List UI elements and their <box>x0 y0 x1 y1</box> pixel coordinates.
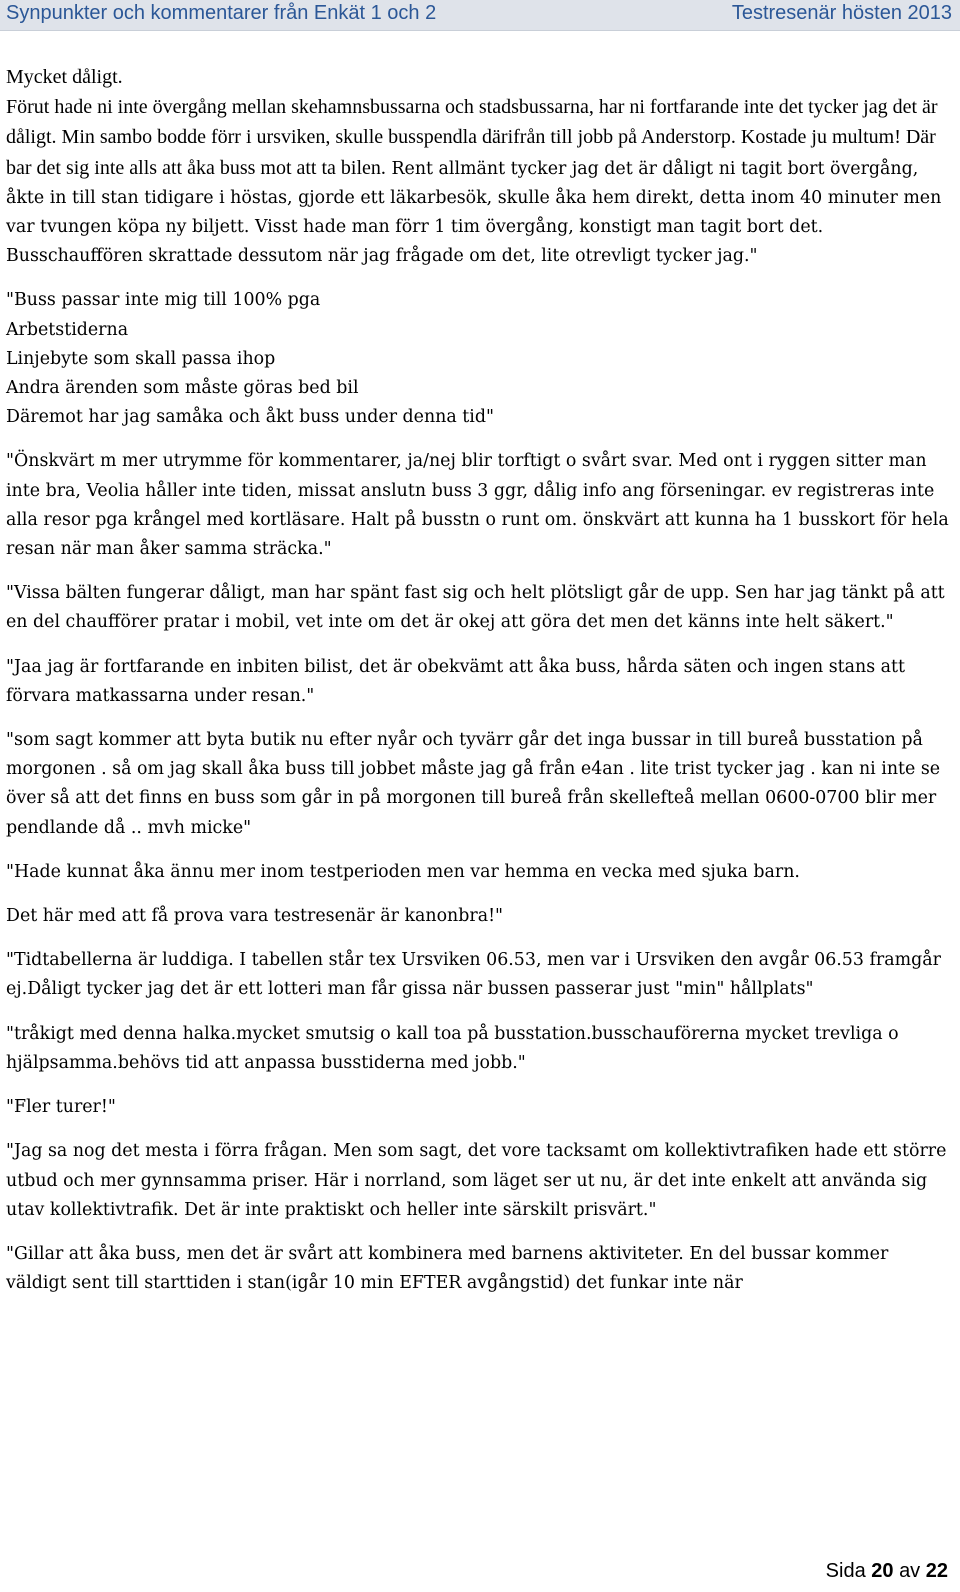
comment-paragraph-10: "tråkigt med denna halka.mycket smutsig o kall toa på busstation.busschauförerna mycket trevliga o hjälpsamma.behövs tid att anpassa busstiderna med jobb." <box>6 1023 899 1073</box>
comment-paragraph-5: "Jaa jag är fortfarande en inbiten bilist, det är obekvämt att åka buss, hårda säten och ingen stans att förvara matkassarna under resan." <box>6 656 906 706</box>
comment-paragraph-11: "Fler turer!" <box>6 1097 116 1118</box>
comment-paragraph-9: "Tidtabellerna är luddiga. I tabellen står tex Ursviken 06.53, men var i Ursviken den avgår 06.53 framgår ej.Dåligt tycker jag det är ett lotteri man får gissa när bussen passerar just "min" hållplats" <box>6 950 941 1000</box>
footer-sida-label: Sida <box>825 1560 866 1582</box>
document-body <box>6 63 950 1313</box>
comment-paragraph-8: Det här med att få prova vara testresenär är kanonbra!" <box>6 906 504 927</box>
comment-paragraph-3: "Önskvärt m mer utrymme för kommentarer, ja/nej blir torftigt o svårt svar. Med ont i ryggen sitter man inte bra, Veolia håller inte tiden, missat anslutn buss 3 ggr, dålig info ang förseningar. ev registreras inte alla resor pga krångel med kortläsare. Halt på busstn o runt om. önskvärt att kunna ha 1 busskort för hela resan när man åker samma sträcka." <box>6 451 949 560</box>
comment-paragraph-7: "Hade kunnat åka ännu mer inom testperioden men var hemma en vecka med sjuka barn. <box>6 861 800 882</box>
page-footer <box>826 1560 948 1583</box>
footer-av-label: av <box>899 1560 921 1582</box>
comment-paragraph-4: "Vissa bälten fungerar dåligt, man har spänt fast sig och helt plötsligt går de upp. Sen har jag tänkt på att en del chaufförer pratar i mobil, vet inte om det är okej att göra det men det känns inte helt säkert." <box>6 583 945 633</box>
comment-paragraph-1 <box>6 63 950 271</box>
comment-paragraph-12: "Jag sa nog det mesta i förra frågan. Men som sagt, det vore tacksamt om kollektivtrafiken hade ett större utbud och mer gynnsamma priser. Här i norrland, som läget ser ut nu, är det inte enkelt att använda sig utav kollektivtrafik. Det är inte praktiskt och heller inte särskilt prisvärt." <box>6 1141 947 1220</box>
footer-page-number: 20 <box>871 1560 894 1582</box>
header-left-title: Synpunkter och kommentarer från Enkät 1 och 2 <box>6 2 437 24</box>
page-header <box>0 0 960 31</box>
comment-paragraph-2: "Buss passar inte mig till 100% pga Arbetstiderna Linjebyte som skall passa ihop Andra ärenden som måste göras bed bil Däremot har jag samåka och åkt buss under denna tid" <box>6 290 494 428</box>
footer-page-total: 22 <box>925 1560 948 1582</box>
comment-paragraph-6: "som sagt kommer att byta butik nu efter nyår och tyvärr går det inga bussar in till bureå busstation på morgonen . så om jag skall åka buss till jobbet måste jag gå från e4an . lite trist tycker jag . kan ni inte se över så att det finns en buss som går in på morgonen till bureå från skellefteå mellan 0600-0700 blir mer pendlande då .. mvh micke" <box>6 730 941 838</box>
comment-intro-text: Mycket dåligt. Förut hade ni inte övergång mellan skehamnsbussarna och stadsbussarna, har ni fortfarande inte det tycker jag det är dåligt. Min sambo bodde förr i ursviken, skulle busspendla därifrån till jobb på Anderstorp. Kostade ju multum! Där bar det sig inte alls att åka buss mot att ta bilen. <box>6 66 938 179</box>
header-right-title: Testresenär hösten 2013 <box>731 2 952 24</box>
comment-continuation-text: Rent allmänt tycker jag det är dåligt ni tagit bort övergång, åkte in till stan tidigare i höstas, gjorde ett läkarbesök, skulle åka hem direkt, detta inom 40 minuter men var tvungen köpa ny biljett. Visst hade man förr 1 tim övergång, konstigt man tagit bort det. Busschauffören skrattade dessutom när jag frågade om det, lite otrevligt tycker jag." <box>6 158 942 267</box>
comment-paragraph-13: "Gillar att åka buss, men det är svårt att kombinera med barnens aktiviteter. En del bussar kommer väldigt sent till starttiden i stan(igår 10 min EFTER avgångstid) det funkar inte när <box>6 1243 889 1294</box>
